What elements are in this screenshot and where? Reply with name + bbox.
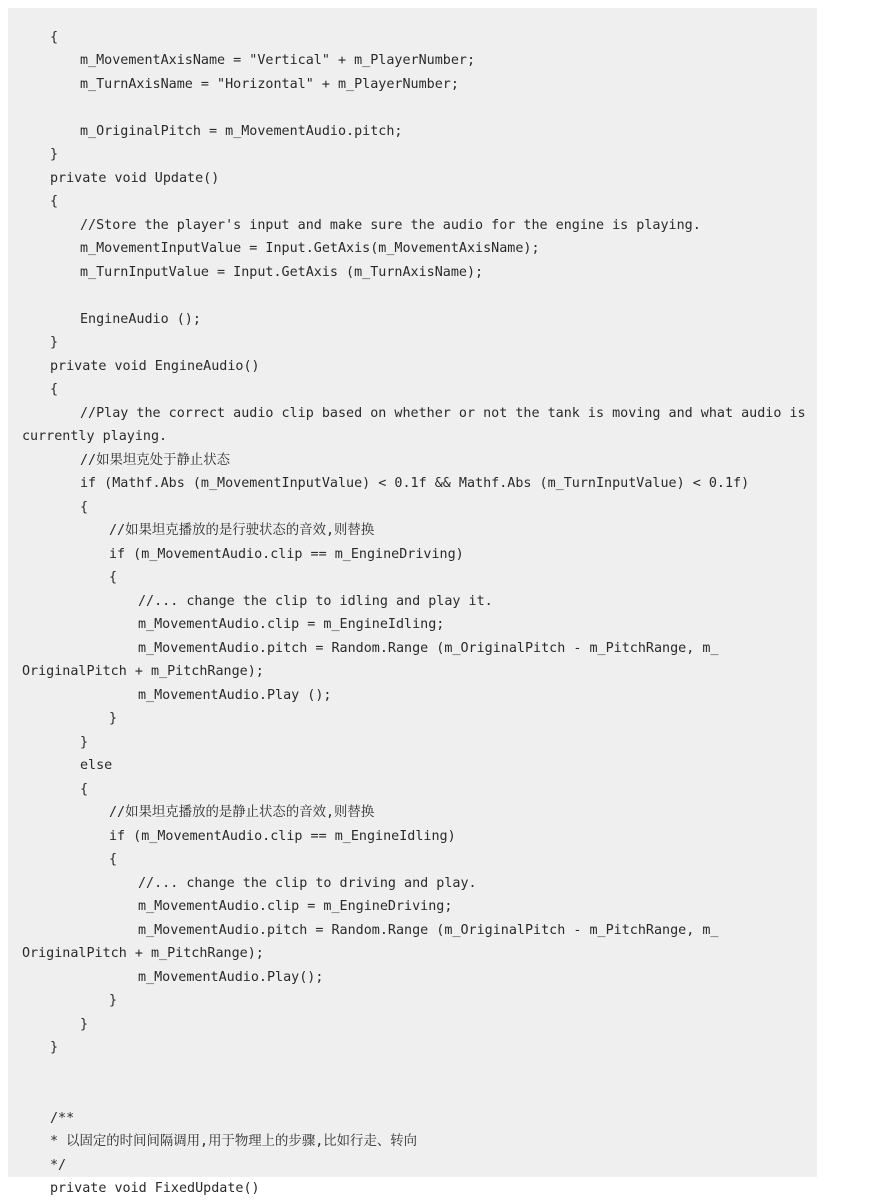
code-line: currently playing. (22, 429, 168, 444)
code-line: { (50, 194, 59, 209)
code-line: //如果坦克处于静止状态 (80, 453, 231, 468)
code-line: { (109, 570, 118, 585)
code-line: //Play the correct audio clip based on whether or not the tank is moving and what audio is (80, 406, 806, 421)
code-line: } (109, 711, 118, 726)
code-line: } (50, 1040, 59, 1055)
code-line: } (109, 993, 118, 1008)
code-line: } (50, 335, 59, 350)
code-line: //如果坦克播放的是行驶状态的音效,则替换 (109, 523, 375, 538)
code-line: if (m_MovementAudio.clip == m_EngineIdling) (109, 829, 456, 844)
code-listing (8, 8, 817, 1196)
code-line: private void FixedUpdate() (50, 1181, 260, 1196)
code-line: //... change the clip to driving and play. (138, 876, 477, 891)
code-line: EngineAudio (); (80, 312, 201, 327)
code-line: { (50, 30, 59, 45)
code-line: { (80, 782, 89, 797)
code-line: */ (50, 1158, 67, 1173)
code-line: else (80, 758, 113, 773)
code-line: m_TurnInputValue = Input.GetAxis (m_TurnAxisName); (80, 265, 484, 280)
code-line: /** (50, 1111, 75, 1126)
code-line: if (Mathf.Abs (m_MovementInputValue) < 0.1f && Mathf.Abs (m_TurnInputValue) < 0.1f) (80, 476, 750, 491)
code-line: m_MovementAudio.Play(); (138, 970, 324, 985)
code-line: m_OriginalPitch = m_MovementAudio.pitch; (80, 124, 403, 139)
code-line: } (50, 147, 59, 162)
code-line: private void EngineAudio() (50, 359, 260, 374)
code-line: m_TurnAxisName = "Horizontal" + m_PlayerNumber; (80, 77, 459, 92)
code-line: } (80, 735, 89, 750)
code-line: m_MovementAudio.pitch = Random.Range (m_OriginalPitch - m_PitchRange, m_ (138, 641, 719, 656)
code-line: //Store the player's input and make sure the audio for the engine is playing. (80, 218, 701, 233)
code-line: private void Update() (50, 171, 220, 186)
code-line: } (80, 1017, 89, 1032)
code-line: * 以固定的时间间隔调用,用于物理上的步骤,比如行走、转向 (50, 1134, 418, 1149)
code-line: OriginalPitch + m_PitchRange); (22, 946, 264, 961)
code-line: { (109, 852, 118, 867)
code-line: m_MovementAxisName = "Vertical" + m_PlayerNumber; (80, 53, 476, 68)
code-line: m_MovementAudio.clip = m_EngineIdling; (138, 617, 445, 632)
code-line: m_MovementAudio.pitch = Random.Range (m_OriginalPitch - m_PitchRange, m_ (138, 923, 719, 938)
code-line: //如果坦克播放的是静止状态的音效,则替换 (109, 805, 375, 820)
code-line: m_MovementAudio.clip = m_EngineDriving; (138, 899, 453, 914)
code-line: //... change the clip to idling and play it. (138, 594, 493, 609)
code-line: OriginalPitch + m_PitchRange); (22, 664, 264, 679)
code-line: { (80, 500, 89, 515)
code-line: if (m_MovementAudio.clip == m_EngineDriving) (109, 547, 464, 562)
code-line: m_MovementInputValue = Input.GetAxis(m_MovementAxisName); (80, 241, 540, 256)
code-line: m_MovementAudio.Play (); (138, 688, 332, 703)
code-line: { (50, 382, 59, 397)
